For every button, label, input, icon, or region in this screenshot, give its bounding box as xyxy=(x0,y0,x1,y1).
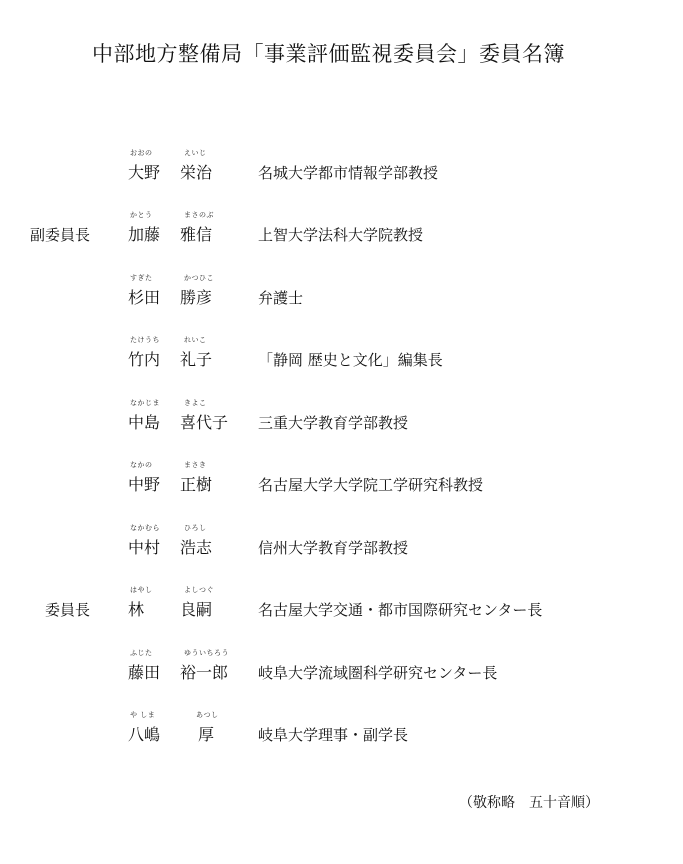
affiliation: 弁護士 xyxy=(258,289,304,307)
member-row xyxy=(0,710,683,750)
family-name: 大野 xyxy=(128,163,161,182)
family-furigana: かとう xyxy=(130,211,153,219)
affiliation: 信州大学教育学部教授 xyxy=(258,539,409,557)
given-name: 良嗣 xyxy=(180,600,213,619)
member-role: 副委員長 xyxy=(29,226,90,244)
footnote: （敬称略 五十音順） xyxy=(459,795,599,811)
given-furigana: ひろし xyxy=(184,524,207,532)
family-furigana: や しま xyxy=(130,711,156,719)
page-title: 中部地方整備局「事業評価監視委員会」委員名簿 xyxy=(92,42,565,66)
member-row xyxy=(0,398,683,438)
affiliation: 上智大学法科大学院教授 xyxy=(258,226,424,244)
member-row xyxy=(0,523,683,563)
given-name: 勝彦 xyxy=(180,288,213,307)
member-row xyxy=(0,273,683,313)
member-role: 委員長 xyxy=(44,601,90,619)
given-name: 厚 xyxy=(198,725,215,744)
given-furigana: あつし xyxy=(196,711,219,719)
family-name: 藤田 xyxy=(128,663,161,682)
family-furigana: なかむら xyxy=(130,524,160,532)
family-name: 林 xyxy=(128,600,145,619)
family-furigana: おおの xyxy=(130,149,153,157)
family-furigana: なかの xyxy=(130,461,153,469)
member-row xyxy=(0,648,683,688)
family-name: 八嶋 xyxy=(128,725,161,744)
given-name: 栄治 xyxy=(180,163,213,182)
given-furigana: きよこ xyxy=(184,399,207,407)
affiliation: 名城大学都市情報学部教授 xyxy=(258,164,439,182)
family-furigana: はやし xyxy=(130,586,153,594)
family-name: 加藤 xyxy=(128,225,161,244)
given-furigana: かつひこ xyxy=(184,274,214,282)
given-name: 正樹 xyxy=(180,475,213,494)
given-furigana: れいこ xyxy=(184,336,207,344)
family-name: 竹内 xyxy=(128,350,161,369)
family-name: 中島 xyxy=(128,413,161,432)
member-row xyxy=(0,460,683,500)
given-furigana: まさき xyxy=(184,461,207,469)
family-furigana: なかじま xyxy=(130,399,160,407)
family-name: 中村 xyxy=(128,538,161,557)
affiliation: 「静岡 歴史と文化」編集長 xyxy=(258,351,443,369)
family-furigana: たけうち xyxy=(130,336,160,344)
given-name: 礼子 xyxy=(180,350,213,369)
member-row xyxy=(0,210,683,250)
given-name: 浩志 xyxy=(180,538,213,557)
member-row xyxy=(0,335,683,375)
family-name: 杉田 xyxy=(128,288,161,307)
given-furigana: まさのぶ xyxy=(184,211,214,219)
member-row xyxy=(0,148,683,188)
affiliation: 岐阜大学理事・副学長 xyxy=(258,726,409,744)
member-row xyxy=(0,585,683,625)
given-furigana: えいじ xyxy=(184,149,207,157)
family-name: 中野 xyxy=(128,475,161,494)
affiliation: 岐阜大学流域圏科学研究センター長 xyxy=(258,664,498,682)
affiliation: 三重大学教育学部教授 xyxy=(258,414,409,432)
given-furigana: ゆういちろう xyxy=(184,649,229,657)
given-name: 裕一郎 xyxy=(180,663,229,682)
family-furigana: ふじた xyxy=(130,649,153,657)
affiliation: 名古屋大学大学院工学研究科教授 xyxy=(258,476,484,494)
given-furigana: よしつぐ xyxy=(184,586,214,594)
family-furigana: すぎた xyxy=(130,274,153,282)
given-name: 雅信 xyxy=(180,225,213,244)
affiliation: 名古屋大学交通・都市国際研究センター長 xyxy=(258,601,543,619)
given-name: 喜代子 xyxy=(180,413,229,432)
